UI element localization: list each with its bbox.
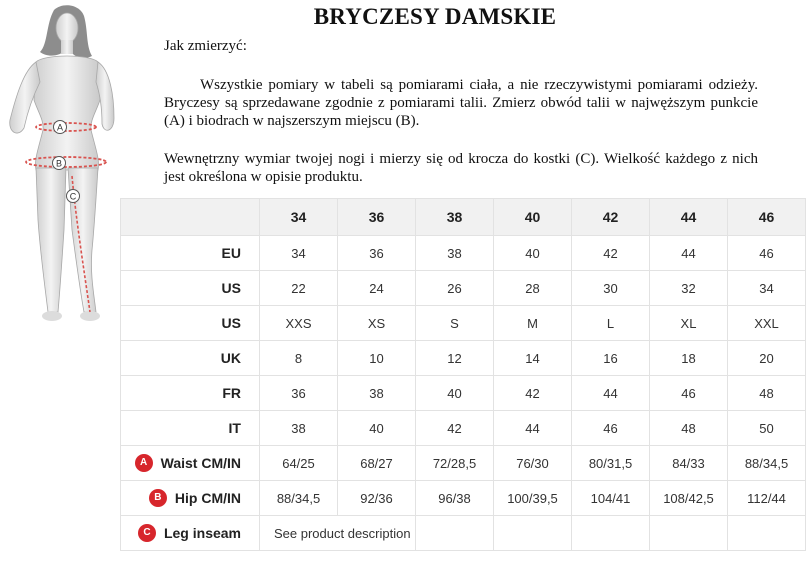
table-row-uk — [121, 341, 806, 376]
table-cell: 22 — [260, 271, 338, 306]
table-cell: 108/42,5 — [650, 481, 728, 516]
measurement-instructions: Wszystkie pomiary w tabeli są pomiarami ciała, a nie rzeczywistymi pomiarami odzieży. Bryczesy są sprzedawane zgodnie z pomiarami talii. Zmierz obwód talii w najwęższym punkcie (A) i biodrach w najszerszym miejscu (B). — [164, 77, 758, 129]
table-cell: 40 — [338, 411, 416, 446]
inseam-instructions: Wewnętrzny wymiar twojej nogi i mierzy się od krocza do kostki (C). Wielkość każdego z nich jest określona w opisie produktu. — [164, 151, 758, 185]
table-cell: 16 — [572, 341, 650, 376]
table-cell: XL — [650, 306, 728, 341]
row-label: US — [121, 271, 260, 306]
marker-b — [53, 157, 66, 170]
table-cell: 76/30 — [494, 446, 572, 481]
badge-b: B — [149, 489, 167, 507]
table-cell: 46 — [572, 411, 650, 446]
table-cell: 38 — [416, 236, 494, 271]
table-cell: L — [572, 306, 650, 341]
leg-inseam-label: Leg inseam — [163, 525, 241, 541]
size-header-cell: 36 — [338, 199, 416, 236]
size-chart-table — [120, 198, 806, 551]
row-label: EU — [121, 236, 260, 271]
table-cell: 42 — [416, 411, 494, 446]
table-cell: 36 — [260, 376, 338, 411]
svg-text:A: A — [56, 122, 64, 133]
table-cell-empty — [650, 516, 728, 551]
table-cell: XXL — [728, 306, 806, 341]
table-cell: XXS — [260, 306, 338, 341]
size-header-cell: 40 — [494, 199, 572, 236]
svg-text:C: C — [69, 191, 77, 202]
marker-c — [67, 190, 80, 203]
table-cell: 48 — [650, 411, 728, 446]
size-header-cell: 46 — [728, 199, 806, 236]
table-cell: 38 — [338, 376, 416, 411]
table-cell-empty — [494, 516, 572, 551]
table-row-fr — [121, 376, 806, 411]
size-header-row — [121, 199, 806, 236]
table-cell: 48 — [728, 376, 806, 411]
table-cell: XS — [338, 306, 416, 341]
size-header-cell: 44 — [650, 199, 728, 236]
row-label: UK — [121, 341, 260, 376]
leg-inseam-value: See product description — [260, 516, 416, 551]
table-cell: 44 — [572, 376, 650, 411]
table-cell: M — [494, 306, 572, 341]
table-row-eu — [121, 236, 806, 271]
table-cell: 34 — [728, 271, 806, 306]
table-cell: 18 — [650, 341, 728, 376]
table-cell: 26 — [416, 271, 494, 306]
table-cell: 14 — [494, 341, 572, 376]
waist-label: Waist CM/IN — [160, 455, 241, 471]
legs-shape — [36, 168, 66, 312]
row-label-hip — [121, 481, 260, 516]
table-cell: 44 — [650, 236, 728, 271]
table-cell: 24 — [338, 271, 416, 306]
table-cell: 92/36 — [338, 481, 416, 516]
table-cell-empty — [572, 516, 650, 551]
table-row-us-letter — [121, 306, 806, 341]
table-cell: S — [416, 306, 494, 341]
table-cell: 64/25 — [260, 446, 338, 481]
table-row-hip — [121, 481, 806, 516]
table-cell: 50 — [728, 411, 806, 446]
table-cell: 72/28,5 — [416, 446, 494, 481]
table-cell: 40 — [416, 376, 494, 411]
table-row-leg-inseam — [121, 516, 806, 551]
hip-label: Hip CM/IN — [174, 490, 241, 506]
table-cell: 112/44 — [728, 481, 806, 516]
table-cell: 88/34,5 — [728, 446, 806, 481]
table-cell: 42 — [494, 376, 572, 411]
badge-a: A — [135, 454, 153, 472]
table-cell: 36 — [338, 236, 416, 271]
marker-a — [54, 121, 67, 134]
body-figure — [0, 0, 124, 330]
table-cell: 80/31,5 — [572, 446, 650, 481]
table-cell: 10 — [338, 341, 416, 376]
svg-text:B: B — [55, 158, 63, 169]
table-cell: 104/41 — [572, 481, 650, 516]
torso-shape — [34, 56, 100, 170]
table-cell: 12 — [416, 341, 494, 376]
size-header-cell: 42 — [572, 199, 650, 236]
size-header-cell: 34 — [260, 199, 338, 236]
table-row-waist — [121, 446, 806, 481]
table-cell-empty — [728, 516, 806, 551]
table-cell: 42 — [572, 236, 650, 271]
how-to-measure-heading: Jak zmierzyć: — [164, 38, 247, 54]
table-cell: 40 — [494, 236, 572, 271]
row-label-waist — [121, 446, 260, 481]
table-cell: 68/27 — [338, 446, 416, 481]
row-label-leg — [121, 516, 260, 551]
corner-cell — [121, 199, 260, 236]
table-cell: 20 — [728, 341, 806, 376]
table-cell: 34 — [260, 236, 338, 271]
row-label: US — [121, 306, 260, 341]
table-cell: 46 — [650, 376, 728, 411]
table-cell: 8 — [260, 341, 338, 376]
row-label: IT — [121, 411, 260, 446]
table-cell: 38 — [260, 411, 338, 446]
table-cell: 44 — [494, 411, 572, 446]
table-cell: 84/33 — [650, 446, 728, 481]
table-cell-empty — [416, 516, 494, 551]
table-row-it — [121, 411, 806, 446]
table-cell: 30 — [572, 271, 650, 306]
row-label: FR — [121, 376, 260, 411]
badge-c: C — [138, 524, 156, 542]
table-cell: 46 — [728, 236, 806, 271]
table-cell: 28 — [494, 271, 572, 306]
page-title: BRYCZESY DAMSKIE — [313, 4, 557, 29]
table-cell: 88/34,5 — [260, 481, 338, 516]
table-cell: 100/39,5 — [494, 481, 572, 516]
table-row-us-numeric — [121, 271, 806, 306]
size-header-cell: 38 — [416, 199, 494, 236]
table-cell: 32 — [650, 271, 728, 306]
table-cell: 96/38 — [416, 481, 494, 516]
